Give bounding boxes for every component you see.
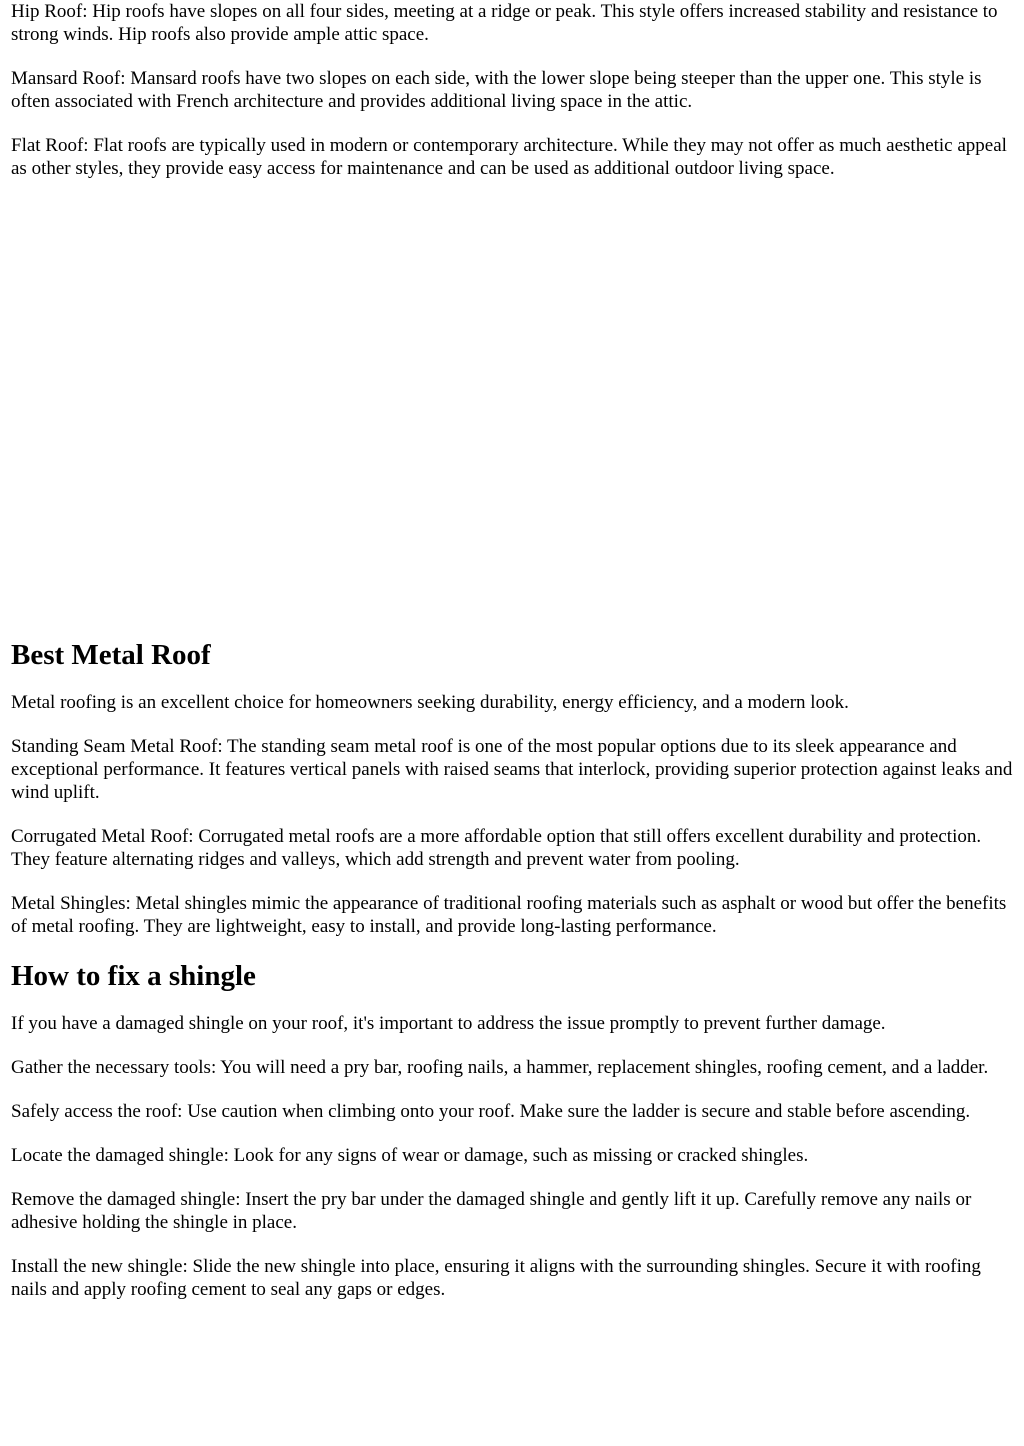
metal-roof-intro-paragraph: Metal roofing is an excellent choice for homeowners seeking durability, energy efficiency, and a modern look. xyxy=(11,692,849,713)
access-roof-paragraph: Safely access the roof: Use caution when climbing onto your roof. Make sure the ladder is secure and stable before ascending. xyxy=(11,1101,971,1122)
flat-roof-paragraph: Flat Roof: Flat roofs are typically used in modern or contemporary architecture. While they may not offer as much aesthetic appeal as other styles, they provide easy access for maintenance and can be used as additional outdoor living space. xyxy=(11,135,1007,179)
standing-seam-paragraph: Standing Seam Metal Roof: The standing seam metal roof is one of the most popular options due to its sleek appearance and exceptional performance. It features vertical panels with raised seams that interlock, providing superior protection against leaks and wind uplift. xyxy=(11,736,1013,803)
metal-roof-heading: Best Metal Roof xyxy=(11,639,211,671)
fix-shingle-heading: How to fix a shingle xyxy=(11,960,256,992)
metal-roof-section xyxy=(11,638,1013,938)
mansard-roof-paragraph: Mansard Roof: Mansard roofs have two slopes on each side, with the lower slope being steeper than the upper one. This style is often associated with French architecture and provides additional living space in the attic. xyxy=(11,68,982,112)
fix-shingle-intro-paragraph: If you have a damaged shingle on your roof, it's important to address the issue promptly to prevent further damage. xyxy=(11,1013,886,1034)
roof-styles-section xyxy=(11,0,1013,180)
corrugated-metal-paragraph: Corrugated Metal Roof: Corrugated metal roofs are a more affordable option that still offers excellent durability and protection. They feature alternating ridges and valleys, which add strength and prevent water from pooling. xyxy=(11,826,982,870)
hip-roof-paragraph: Hip Roof: Hip roofs have slopes on all four sides, meeting at a ridge or peak. This style offers increased stability and resistance to strong winds. Hip roofs also provide ample attic space. xyxy=(11,1,998,45)
metal-shingles-paragraph: Metal Shingles: Metal shingles mimic the appearance of traditional roofing materials such as asphalt or wood but offer the benefits of metal roofing. They are lightweight, easy to install, and provide long-lasting performance. xyxy=(11,893,1007,937)
gather-tools-paragraph: Gather the necessary tools: You will need a pry bar, roofing nails, a hammer, replacement shingles, roofing cement, and a ladder. xyxy=(11,1057,989,1078)
fix-shingle-section xyxy=(11,959,1013,1301)
remove-shingle-paragraph: Remove the damaged shingle: Insert the pry bar under the damaged shingle and gently lift it up. Carefully remove any nails or adhesive holding the shingle in place. xyxy=(11,1189,972,1233)
blank-space xyxy=(11,201,1013,638)
install-shingle-paragraph: Install the new shingle: Slide the new shingle into place, ensuring it aligns with the surrounding shingles. Secure it with roofing nails and apply roofing cement to seal any gaps or edges. xyxy=(11,1256,981,1300)
locate-shingle-paragraph: Locate the damaged shingle: Look for any signs of wear or damage, such as missing or cracked shingles. xyxy=(11,1145,809,1166)
